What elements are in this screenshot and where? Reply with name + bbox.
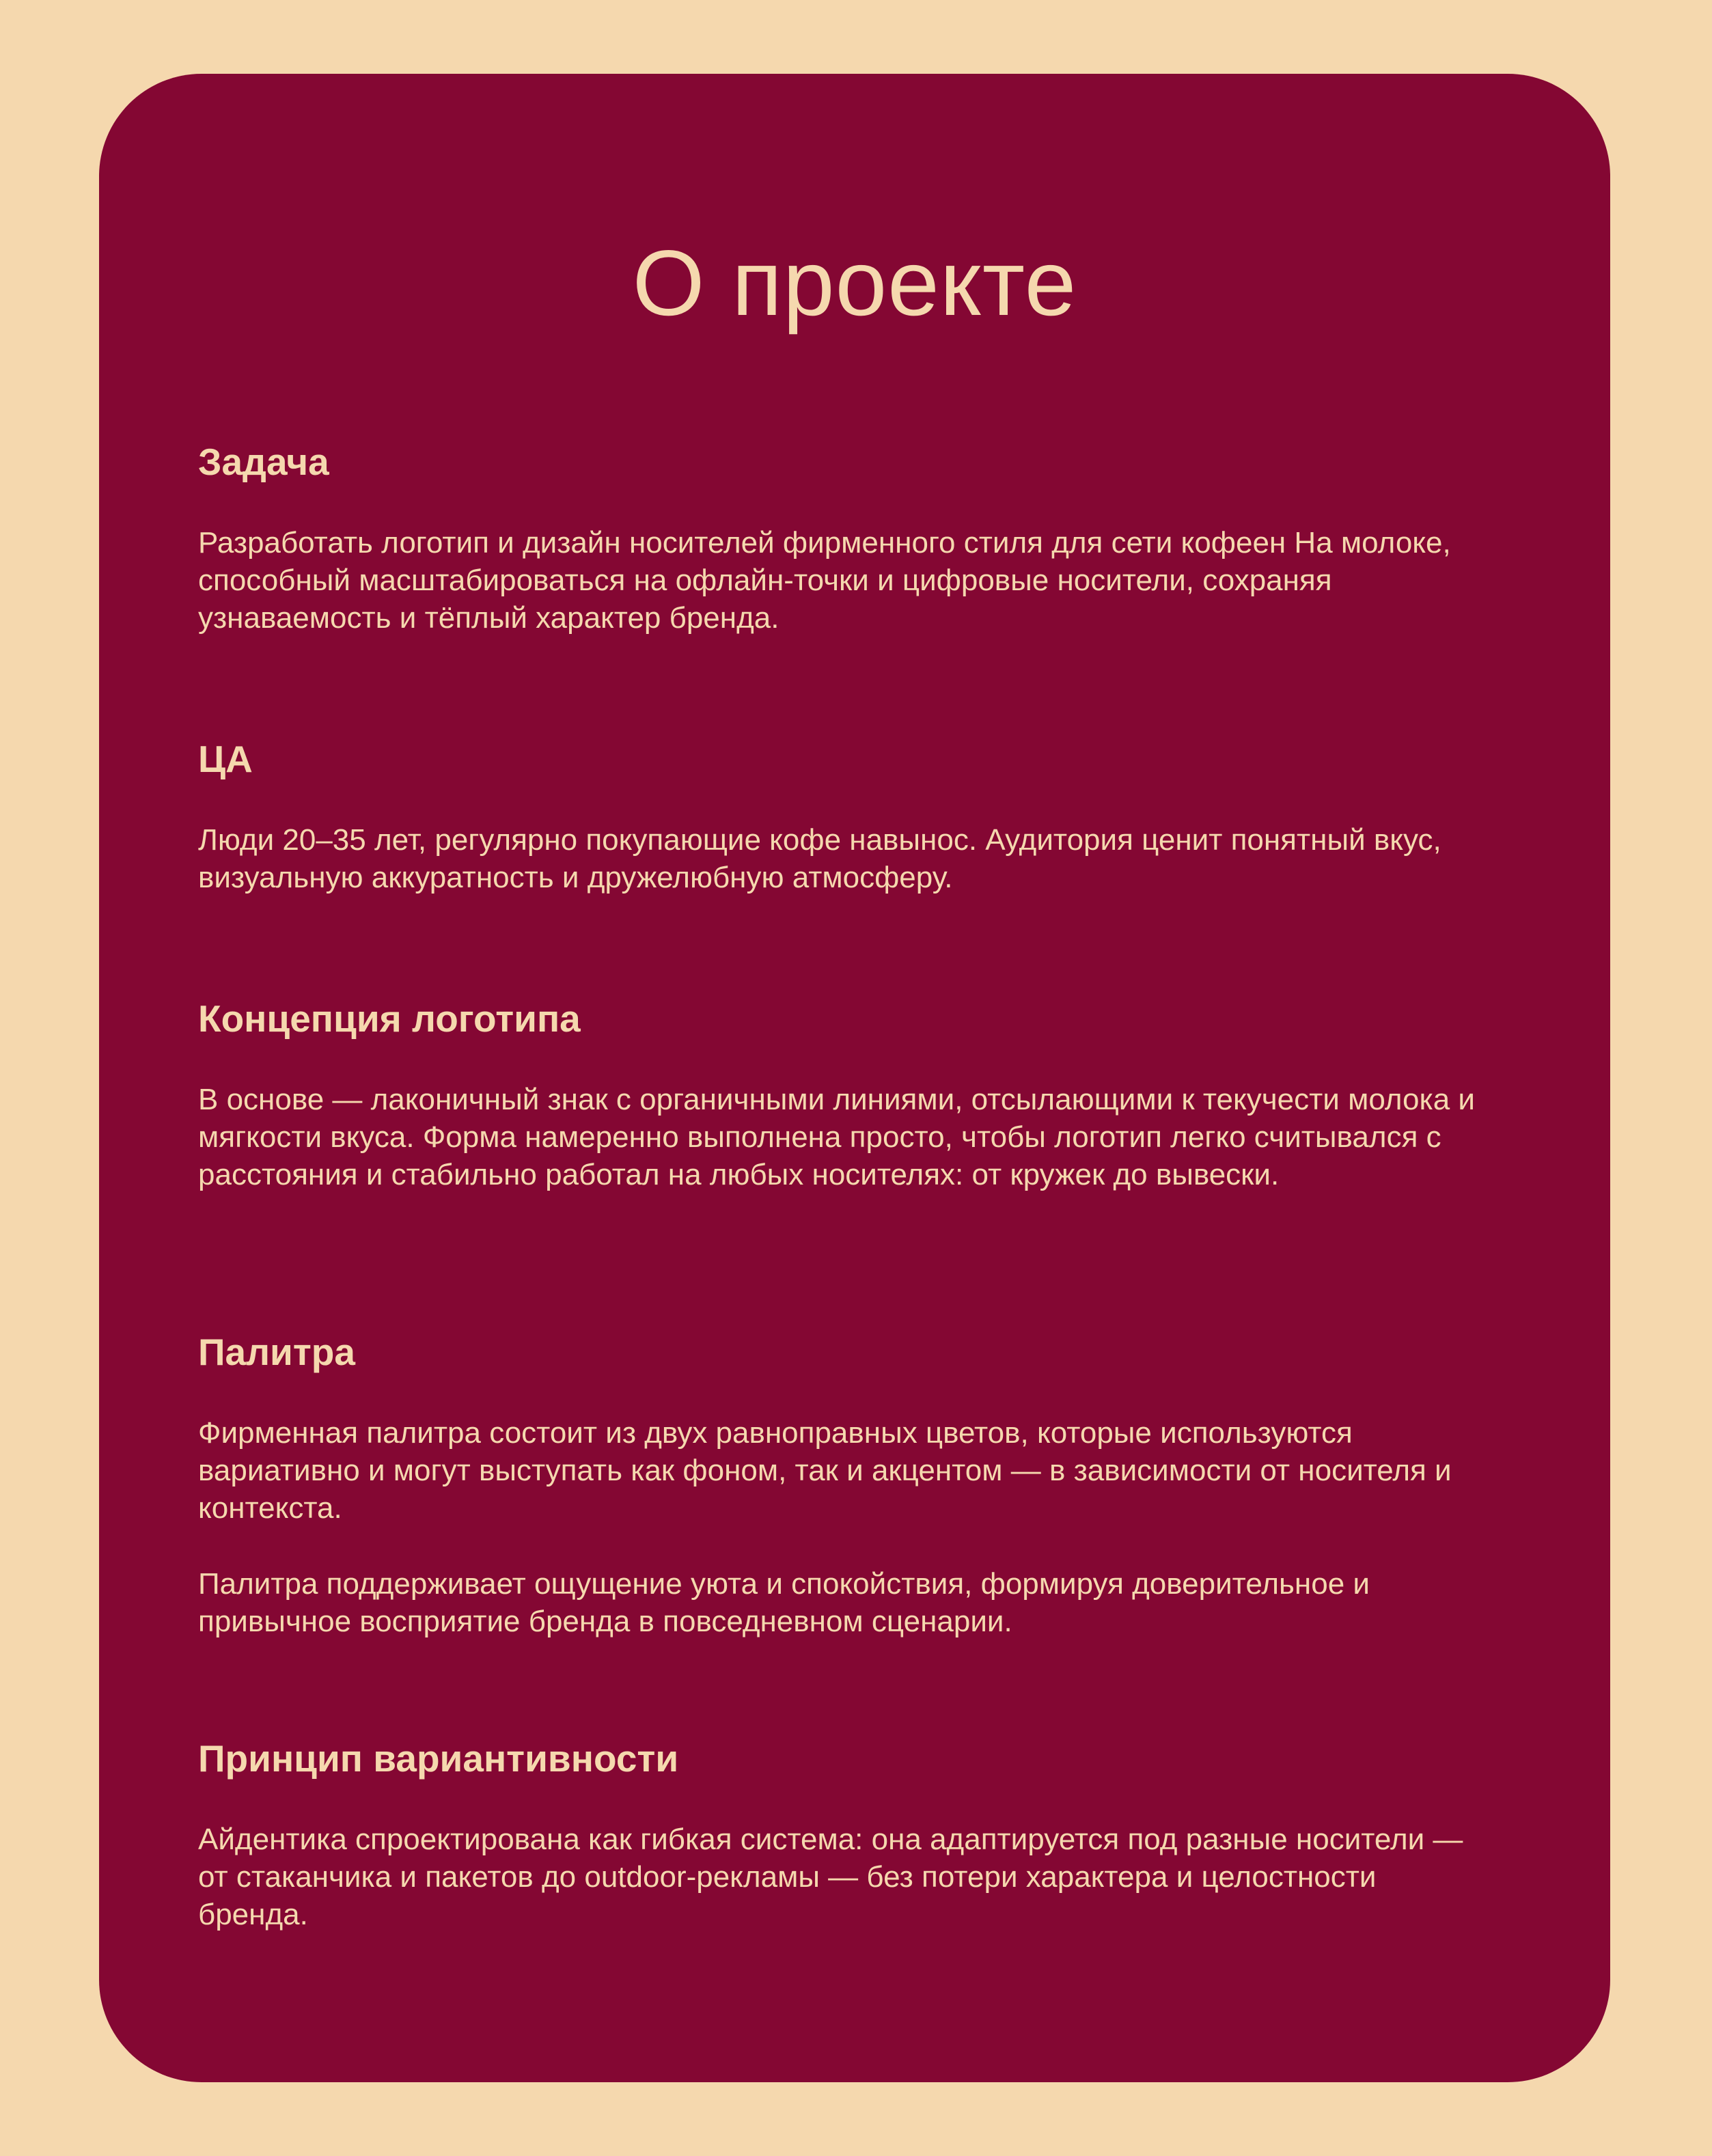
- section-paragraph: Айдентика спроектирована как гибкая система: она адаптируется под разные носители — от стаканчика и пакетов до outdoor-рекламы — без потери характера и целостности бренда.: [198, 1823, 1463, 1931]
- project-card: [99, 74, 1610, 2082]
- section-paragraph: Разработать логотип и дизайн носителей фирменного стиля для сети кофеен На молоке, способный масштабироваться на офлайн-точки и цифровые носители, сохраняя узнаваемость и тёплый характер бренда.: [198, 526, 1451, 635]
- section-paragraph: Палитра поддерживает ощущение уюта и спокойствия, формируя доверительное и привычное восприятие бренда в повседневном сценарии.: [198, 1567, 1370, 1638]
- section-paragraph: Люди 20–35 лет, регулярно покупающие кофе навынос. Аудитория ценит понятный вкус, визуальную аккуратность и дружелюбную атмосферу.: [198, 823, 1441, 894]
- section-audience: [198, 736, 1494, 896]
- section-task: [198, 439, 1494, 637]
- section-paragraph: В основе — лаконичный знак с органичными линиями, отсылающими к текучести молока и мягкости вкуса. Форма намеренно выполнена просто, чтобы логотип легко считывался с расстояния и стабильно работал на любых носителях: от кружек до вывески.: [198, 1083, 1475, 1191]
- section-logo-concept: [198, 996, 1494, 1193]
- section-palette: [198, 1329, 1494, 1640]
- section-paragraph: Фирменная палитра состоит из двух равноправных цветов, которые используются вариативно и могут выступать как фоном, так и акцентом — в зависимости от носителя и контекста.: [198, 1416, 1452, 1525]
- section-heading: Принцип вариантивности: [198, 1737, 679, 1780]
- section-heading: Задача: [198, 441, 329, 483]
- page-title: О проекте: [632, 231, 1077, 335]
- section-variability: [198, 1736, 1494, 1933]
- section-heading: Концепция логотипа: [198, 997, 581, 1040]
- section-heading: ЦА: [198, 738, 253, 780]
- section-heading: Палитра: [198, 1331, 355, 1373]
